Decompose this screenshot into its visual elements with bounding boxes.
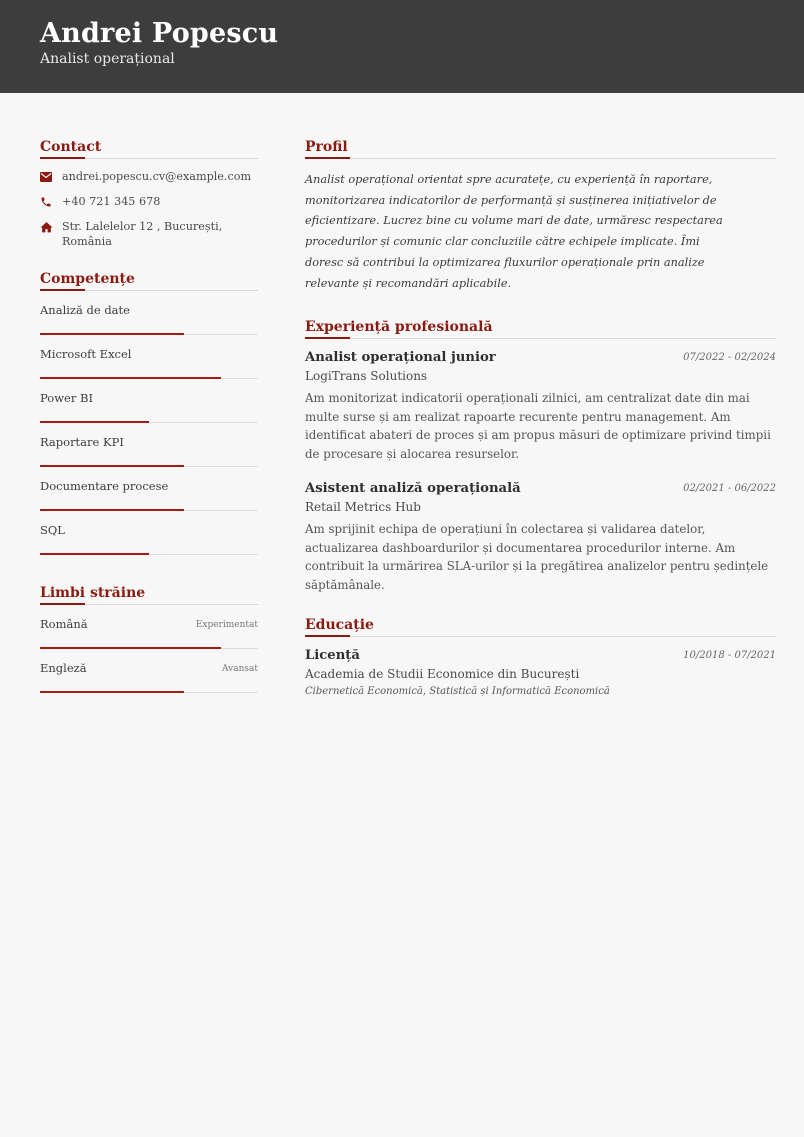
skill-label: Analiză de date	[40, 303, 130, 317]
section-divider	[305, 636, 776, 637]
experience-item	[305, 481, 776, 594]
contact-email-text[interactable]: andrei.popescu.cv@example.com	[62, 170, 252, 183]
job-dates: 07/2022 - 02/2024	[683, 352, 776, 364]
skill-label: Documentare procese	[40, 479, 169, 493]
education-item	[305, 648, 776, 697]
skills-list	[40, 291, 258, 555]
job-title: Analist operațional junior	[305, 350, 496, 366]
experience-section	[305, 310, 776, 594]
section-divider	[40, 158, 258, 159]
section-title: Experiență profesională	[305, 319, 493, 336]
education-dates: 10/2018 - 07/2021	[683, 650, 776, 662]
profile-summary: Analist operațional orientat spre acuratețe, cu experiență în raportare, monitorizarea indicatorilor de performanță și susținerea inițiativelor de eficientizare. Lucrez bine cu volume mari de date, urmăresc respectarea procedurilor și comunic clar concluziile către echipele implicate. Îmi doresc să contribui la optimizarea fluxurilor operaționale prin analize relevante și recomandări aplicabile.	[305, 173, 723, 290]
education-section	[305, 608, 776, 697]
section-divider	[305, 158, 776, 159]
language-bar-track	[40, 692, 258, 693]
job-description: Am monitorizat indicatorii operaționali zilnici, am centralizat date din mai multe surse și am realizat rapoarte recurente pentru management. Am identificat abateri de proces și am propus măsuri de optimizare privind timpii de procesare și alocarea resurselor.	[305, 391, 771, 461]
job-company: Retail Metrics Hub	[305, 500, 421, 515]
degree-title: Licență	[305, 648, 360, 664]
job-company: LogiTrans Solutions	[305, 369, 428, 384]
skill-label: Microsoft Excel	[40, 347, 132, 361]
section-divider	[305, 338, 776, 339]
contact-address-text: Str. Lalelelor 12 , București, România	[62, 220, 223, 248]
experience-item	[305, 350, 776, 463]
job-dates: 02/2021 - 06/2022	[683, 483, 776, 495]
skill-item	[40, 291, 258, 335]
contact-phone-text[interactable]: +40 721 345 678	[62, 195, 161, 208]
right-column	[305, 130, 776, 697]
job-title: Asistent analiză operațională	[305, 481, 521, 497]
candidate-name: Andrei Popescu	[40, 18, 279, 49]
skill-item	[40, 467, 258, 511]
language-item	[40, 649, 258, 693]
skill-bar-track	[40, 554, 258, 555]
section-title: Educație	[305, 617, 374, 634]
language-level: Avansat	[222, 664, 258, 674]
contact-phone	[40, 194, 258, 210]
language-bar-fill	[40, 691, 184, 693]
section-title: Contact	[40, 139, 102, 155]
skill-item	[40, 379, 258, 423]
skills-section	[40, 262, 258, 555]
section-title: Profil	[305, 139, 348, 155]
mail-icon	[40, 169, 62, 185]
skill-label: SQL	[40, 523, 65, 537]
languages-section	[40, 576, 258, 693]
education-specialization: Cibernetică Economică, Statistică și Informatică Economică	[305, 686, 610, 698]
profile-section	[305, 130, 776, 294]
section-title: Limbi străine	[40, 585, 146, 601]
phone-icon	[40, 194, 62, 210]
contact-address	[40, 219, 258, 249]
skill-item	[40, 423, 258, 467]
education-institution: Academia de Studii Economice din București	[305, 667, 580, 682]
language-item	[40, 605, 258, 649]
header	[0, 0, 804, 93]
contact-section	[40, 130, 258, 249]
home-icon	[40, 219, 62, 235]
language-level: Experimentat	[195, 620, 258, 630]
skill-item	[40, 335, 258, 379]
candidate-role: Analist operațional	[40, 51, 175, 67]
job-description: Am sprijinit echipa de operațiuni în colectarea și validarea datelor, actualizarea dashboardurilor și documentarea procedurilor interne. Am contribuit la urmărirea SLA-urilor și la pregătirea analizelor pentru ședințele săptămânale.	[305, 522, 769, 592]
language-label: Română	[40, 617, 88, 631]
skill-bar-fill	[40, 553, 149, 555]
section-title: Competențe	[40, 271, 135, 287]
skill-label: Power BI	[40, 391, 93, 405]
language-label: Engleză	[40, 661, 87, 675]
skill-label: Raportare KPI	[40, 435, 124, 449]
skill-item	[40, 511, 258, 555]
contact-email	[40, 169, 258, 185]
left-column	[40, 130, 258, 693]
